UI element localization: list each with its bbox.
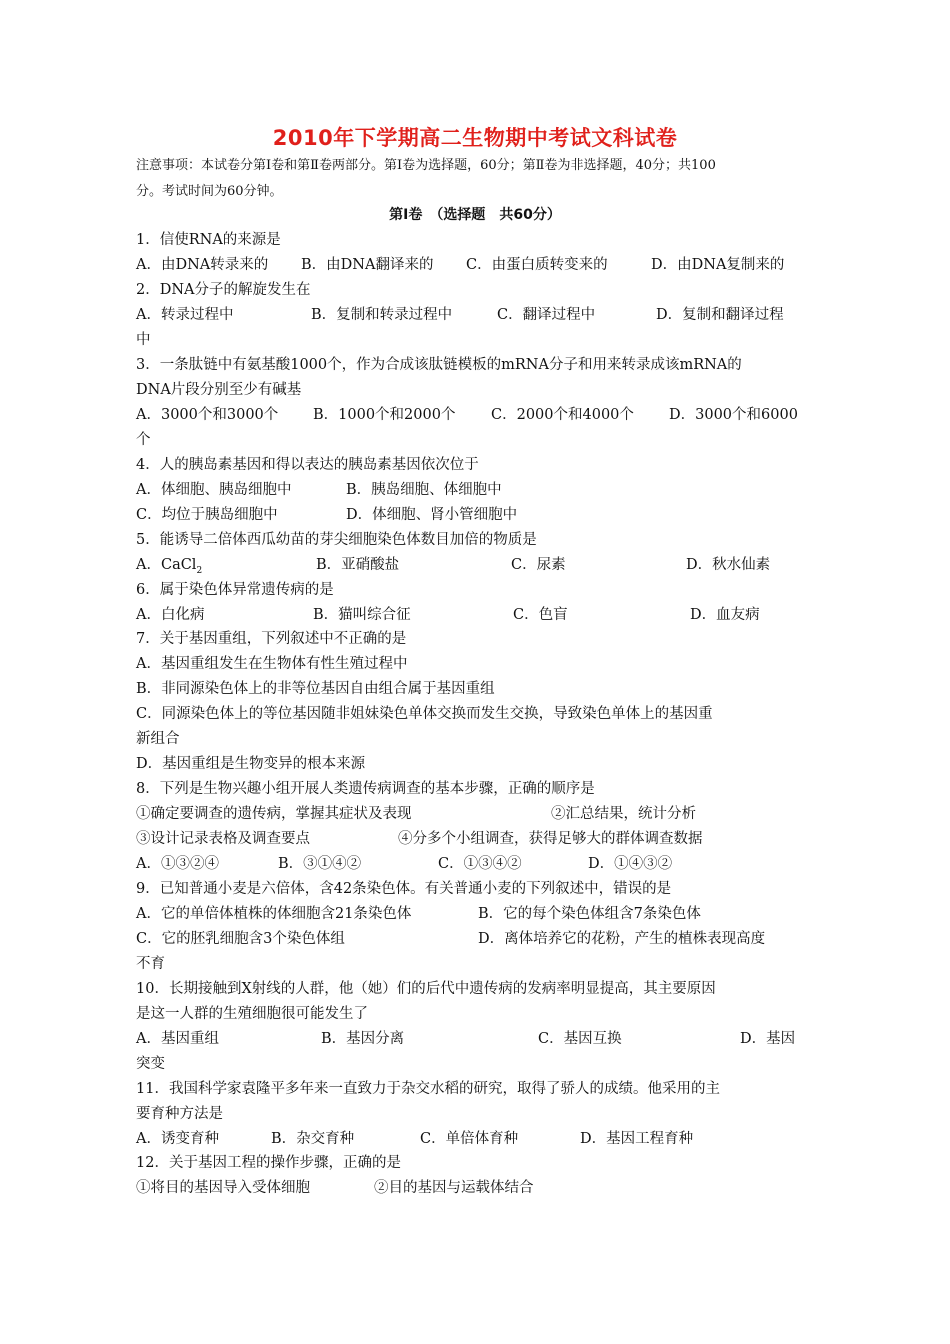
q7-option-c-line-1: C．同源染色体上的等位基因随非姐妹染色单体交换而发生交换，导致染色单体上的基因重 — [136, 706, 713, 722]
q2-option-d: D．复制和翻译过程 — [656, 307, 784, 323]
q9-option-b: B．它的每个染色体组含7条染色体 — [478, 906, 701, 922]
question-11-line-2: 要育种方法是 — [136, 1106, 223, 1122]
q4-option-d: D．体细胞、肾小管细胞中 — [346, 507, 518, 523]
q8-step-3: ③设计记录表格及调查要点 — [136, 831, 310, 847]
q11-option-d: D．基因工程育种 — [580, 1131, 694, 1147]
q6-option-c: C．色盲 — [513, 607, 568, 623]
q2-option-d-wrap: 中 — [136, 332, 151, 348]
q1-option-a: A．由DNA转录来的 — [136, 257, 269, 273]
q12-step-2: ②目的基因与运载体结合 — [374, 1180, 534, 1196]
q6-option-d: D．血友病 — [690, 607, 760, 623]
q11-option-c: C．单倍体育种 — [420, 1131, 519, 1147]
q12-step-1: ①将目的基因导入受体细胞 — [136, 1180, 310, 1196]
question-6: 6．属于染色体异常遗传病的是 — [136, 582, 334, 598]
q8-option-d: D．①④③② — [588, 856, 673, 872]
q2-option-c: C．翻译过程中 — [497, 307, 596, 323]
q5-option-c: C．尿素 — [511, 557, 566, 573]
q8-option-a: A．①③②④ — [136, 856, 219, 872]
q3-option-d: D．3000个和6000 — [669, 407, 798, 423]
question-5: 5．能诱导二倍体西瓜幼苗的芽尖细胞染色体数目加倍的物质是 — [136, 532, 537, 548]
q5-option-a-text: A．CaCl — [136, 557, 197, 573]
question-3-line-1: 3．一条肽链中有氨基酸1000个，作为合成该肽链模板的mRNA分子和用来转录成该mRNA的 — [136, 357, 742, 373]
q7-option-c-line-2: 新组合 — [136, 731, 180, 747]
q3-option-b: B．1000个和2000个 — [313, 407, 456, 423]
q6-option-a: A．白化病 — [136, 607, 205, 623]
section-heading: 第Ⅰ卷 （选择题 共60分） — [389, 207, 561, 223]
q7-option-a: A．基因重组发生在生物体有性生殖过程中 — [136, 656, 408, 672]
q9-option-c: C．它的胚乳细胞含3个染色体组 — [136, 931, 345, 947]
q3-option-a: A．3000个和3000个 — [136, 407, 279, 423]
question-9: 9．已知普通小麦是六倍体，含42条染色体。有关普通小麦的下列叙述中，错误的是 — [136, 881, 672, 897]
exam-title: 2010年下学期高二生物期中考试文科试卷 — [272, 126, 678, 150]
q1-option-b: B．由DNA翻译来的 — [301, 257, 434, 273]
q10-option-a: A．基因重组 — [136, 1031, 219, 1047]
q1-option-c: C．由蛋白质转变来的 — [466, 257, 608, 273]
q2-option-b: B．复制和转录过程中 — [311, 307, 453, 323]
question-7: 7．关于基因重组，下列叙述中不正确的是 — [136, 631, 407, 647]
q9-option-a: A．它的单倍体植株的体细胞含21条染色体 — [136, 906, 412, 922]
question-4: 4．人的胰岛素基因和得以表达的胰岛素基因依次位于 — [136, 457, 479, 473]
q3-option-d-wrap: 个 — [136, 432, 151, 448]
q11-option-a: A．诱变育种 — [136, 1131, 219, 1147]
question-3-line-2: DNA片段分别至少有碱基 — [136, 382, 302, 398]
question-1: 1．信使RNA的来源是 — [136, 232, 281, 248]
q7-option-b: B．非同源染色体上的非等位基因自由组合属于基因重组 — [136, 681, 495, 697]
q8-step-1: ①确定要调查的遗传病，掌握其症状及表现 — [136, 806, 412, 822]
q8-step-2: ②汇总结果，统计分析 — [551, 806, 696, 822]
q4-option-a: A．体细胞、胰岛细胞中 — [136, 482, 292, 498]
q7-option-d: D．基因重组是生物变异的根本来源 — [136, 756, 366, 772]
q10-option-c: C．基因互换 — [538, 1031, 622, 1047]
q4-option-c: C．均位于胰岛细胞中 — [136, 507, 278, 523]
q11-option-b: B．杂交育种 — [271, 1131, 355, 1147]
question-11-line-1: 11．我国科学家袁隆平多年来一直致力于杂交水稻的研究，取得了骄人的成绩。他采用的主 — [136, 1081, 720, 1097]
q8-option-c: C．①③④② — [438, 856, 522, 872]
q6-option-b: B．猫叫综合征 — [313, 607, 411, 623]
q3-option-c: C．2000个和4000个 — [491, 407, 634, 423]
q8-step-4: ④分多个小组调查，获得足够大的群体调查数据 — [398, 831, 703, 847]
q5-option-d: D．秋水仙素 — [686, 557, 771, 573]
q10-option-d-wrap: 突变 — [136, 1056, 165, 1072]
q5-option-a-subscript: 2 — [196, 565, 203, 576]
q9-option-d-wrap: 不育 — [136, 956, 165, 972]
q1-option-d: D．由DNA复制来的 — [651, 257, 785, 273]
q5-option-b: B．亚硝酸盐 — [316, 557, 400, 573]
notice-line-1: 注意事项：本试卷分第Ⅰ卷和第Ⅱ卷两部分。第Ⅰ卷为选择题，60分；第Ⅱ卷为非选择题，40分；共100 — [136, 158, 716, 173]
question-8: 8．下列是生物兴趣小组开展人类遗传病调查的基本步骤，正确的顺序是 — [136, 781, 595, 797]
question-2: 2．DNA分子的解旋发生在 — [136, 282, 311, 298]
q10-option-d: D．基因 — [740, 1031, 796, 1047]
q9-option-d: D．离体培养它的花粉，产生的植株表现高度 — [478, 931, 766, 947]
q5-option-a — [136, 555, 202, 581]
q2-option-a: A．转录过程中 — [136, 307, 234, 323]
q10-option-b: B．基因分离 — [321, 1031, 405, 1047]
notice-line-2: 分。考试时间为60分钟。 — [136, 184, 283, 199]
q4-option-b: B．胰岛细胞、体细胞中 — [346, 482, 502, 498]
q8-option-b: B．③①④② — [278, 856, 362, 872]
question-12: 12．关于基因工程的操作步骤，正确的是 — [136, 1155, 401, 1171]
question-10-line-1: 10．长期接触到X射线的人群，他（她）们的后代中遗传病的发病率明显提高，其主要原因 — [136, 981, 716, 997]
question-10-line-2: 是这一人群的生殖细胞很可能发生了 — [136, 1006, 368, 1022]
